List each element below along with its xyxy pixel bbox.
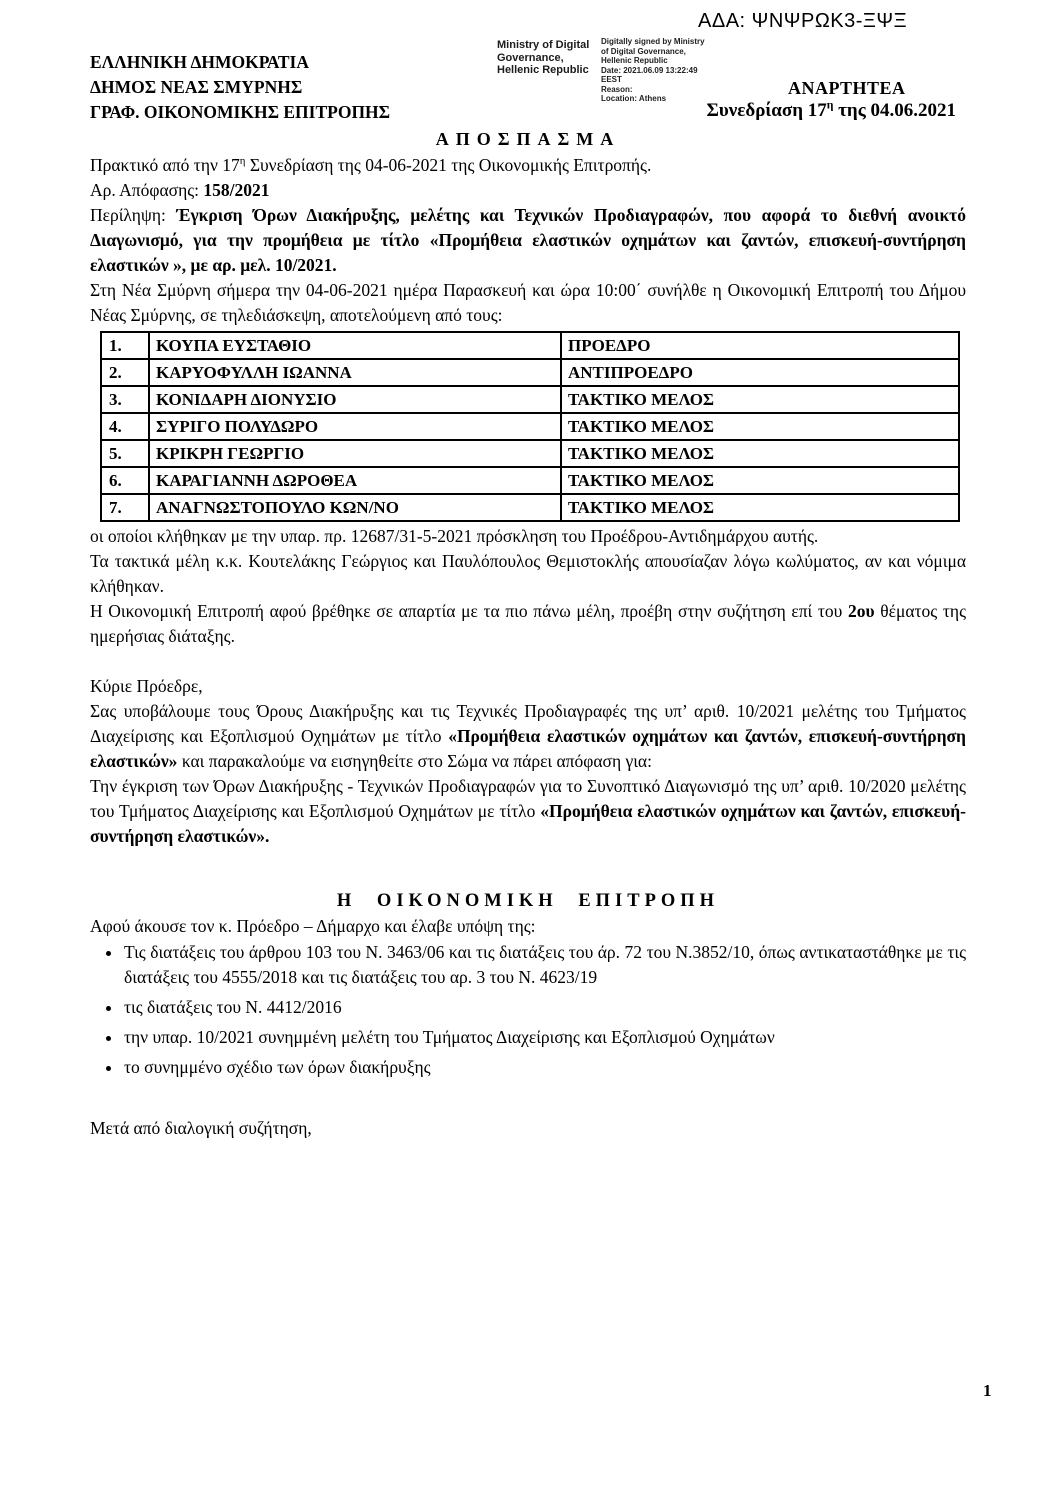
text-run: Κύριε Πρόεδρε, (90, 676, 203, 696)
member-cell-num: 1. (101, 332, 149, 359)
member-row (101, 413, 959, 440)
considerations-list (90, 940, 966, 1080)
salutation (90, 674, 966, 699)
after-table-quorum (90, 599, 966, 649)
consideration-item: • το συνημμένο σχέδιο των όρων διακήρυξης (123, 1055, 966, 1080)
text-run: «Προμήθεια ελαστικών οχημάτων και ζαντών, επισκευή-συντήρηση ελαστικών». (90, 801, 966, 846)
text-run: της 04.06.2021 (833, 100, 956, 121)
text-run: Πρακτικό από την 17 (90, 155, 240, 175)
text-run: 158/2021 (203, 180, 270, 200)
text-run: Σας υποβάλουμε τους Όρους Διακήρυξης και τις Τεχνικές Προδιαγραφές της υπ’ αριθ. 10/2021 μελέτης του Τμήματος Διαχείρισης και Εξοπλισμού Οχημάτων με τίτλο (90, 701, 966, 746)
org-line-office: ΓΡΑΦ. ΟΙΚΟΝΟΜΙΚΗΣ ΕΠΙΤΡΟΠΗΣ (90, 102, 391, 122)
text-run: Περίληψη: (90, 205, 177, 225)
member-cell-num: 7. (101, 494, 149, 521)
decision-number (90, 178, 966, 203)
text-run: Μετά από διαλογική συζήτηση, (90, 1118, 312, 1138)
text-run: Έγκριση Όρων Διακήρυξης, μελέτης και Τεχνικών Προδιαγραφών, που αφορά το διεθνή ανοικτό Διαγωνισμό, για την προμήθεια με τίτλο «Προμήθεια ελαστικών οχημάτων και ζαντών, επισκευή-συντήρηση ελαστικών », με αρ. μελ. 10/2021. (90, 205, 966, 275)
spacer (90, 849, 966, 889)
text-run: Τα τακτικά μέλη κ.κ. Κουτελάκης Γεώργιος και Παυλόπουλος Θεμιστοκλής απουσίαζαν λόγω κωλύματος, αν και νόμιμα κλήθηκαν. (90, 551, 966, 596)
member-cell-name: ΣΥΡΙΓΟ ΠΟΛΥΔΩΡΟ (149, 413, 561, 440)
member-row (101, 440, 959, 467)
member-cell-name: ΚΑΡΥΟΦΥΛΛΗ ΙΩΑΝΝΑ (149, 359, 561, 386)
approval-request-paragraph (90, 774, 966, 849)
text-run: Συνεδρίαση της 04-06-2021 της Οικονομικής Επιτροπής. (245, 155, 652, 175)
member-row (101, 494, 959, 521)
intro-paragraph (90, 153, 966, 178)
session-line (706, 100, 956, 122)
digital-signature-details: Digitally signed by Ministry of Digital Governance, Hellenic Republic Date: 2021.06.09 13:22:49 EEST Reason: Location: Athens (601, 37, 705, 103)
member-row (101, 386, 959, 413)
text-run: η (826, 98, 834, 112)
committee-heading: Η ΟΙΚΟΝΟΜΙΚΗ ΕΠΙΤΡΟΠΗ (336, 891, 720, 911)
text-run: «Προμήθεια ελαστικών οχημάτων και ζαντών, επισκευή-συντήρηση ελαστικών» (90, 726, 966, 771)
document-body (90, 127, 966, 1141)
member-cell-name: ΑΝΑΓΝΩΣΤΟΠΟΥΛΟ ΚΩΝ/ΝΟ (149, 494, 561, 521)
spacer (90, 1085, 966, 1116)
summary-paragraph (90, 203, 966, 278)
member-cell-role: ΠΡΟΕΔΡΟ (561, 332, 959, 359)
member-cell-name: ΚΑΡΑΓΙΑΝΝΗ ΔΩΡΟΘΕΑ (149, 467, 561, 494)
member-cell-num: 2. (101, 359, 149, 386)
text-run: Αρ. Απόφασης: (90, 180, 204, 200)
members-table (100, 331, 960, 522)
member-cell-role: ΤΑΚΤΙΚΟ ΜΕΛΟΣ (561, 494, 959, 521)
member-cell-role: ΤΑΚΤΙΚΟ ΜΕΛΟΣ (561, 467, 959, 494)
meeting-paragraph (90, 278, 966, 328)
text-run: 2ου (848, 601, 875, 621)
member-cell-name: ΚΟΥΠΑ ΕΥΣΤΑΘΙΟ (149, 332, 561, 359)
member-cell-role: ΑΝΤΙΠΡΟΕΔΡΟ (561, 359, 959, 386)
member-cell-role: ΤΑΚΤΙΚΟ ΜΕΛΟΣ (561, 440, 959, 467)
org-line-municipality: ΔΗΜΟΣ ΝΕΑΣ ΣΜΥΡΝΗΣ (90, 77, 303, 97)
text-run: οι οποίοι κλήθηκαν με την υπαρ. πρ. 12687/31-5-2021 πρόσκληση του Προέδρου-Αντιδημάρχου αυτής. (90, 526, 819, 546)
text-run: Συνεδρίαση 17 (706, 100, 827, 121)
closing-paragraph (90, 1116, 966, 1141)
org-line-republic: ΕΛΛΗΝΙΚΗ ΔΗΜΟΚΡΑΤΙΑ (90, 52, 309, 72)
text-run: και παρακαλούμε να εισηγηθείτε στο Σώμα να πάρει απόφαση για: (177, 751, 652, 771)
consideration-item: • την υπαρ. 10/2021 συνημμένη μελέτη του Τμήματος Διαχείρισης και Εξοπλισμού Οχημάτων (123, 1025, 966, 1050)
text-run: Αφού άκουσε τον κ. Πρόεδρο – Δήμαρχο και έλαβε υπόψη της: (90, 916, 536, 936)
text-run: Στη Νέα Σμύρνη σήμερα την 04-06-2021 ημέρα Παρασκευή και ώρα 10:00΄ συνήλθε η Οικονομική Επιτροπή του Δήμου Νέας Σμύρνης, σε τηλεδιάσκεψη, αποτελούμενη από τους: (90, 280, 966, 325)
text-run: θέματος της ημερήσιας διάταξης. (90, 601, 966, 646)
consideration-item: • τις διατάξεις του Ν. 4412/2016 (123, 995, 966, 1020)
org-header (90, 50, 390, 125)
member-row (101, 332, 959, 359)
member-cell-num: 3. (101, 386, 149, 413)
member-row (101, 359, 959, 386)
anartitea-label: ΑΝΑΡΤΗΤΕΑ (788, 78, 906, 98)
text-run: Η Οικονομική Επιτροπή αφού βρέθηκε σε απαρτία με τα πιο πάνω μέλη, προέβη στην συζήτηση επί του (90, 601, 848, 621)
consideration-item: • Τις διατάξεις του άρθρου 103 του Ν. 3463/06 και τις διατάξεις του άρ. 72 του Ν.3852/10, όπως αντικαταστάθηκε με τις διατάξεις του 4555/2018 και τις διατάξεις του αρ. 3 του Ν. 4623/19 (123, 940, 966, 990)
spacer (90, 649, 966, 674)
text-run: Την έγκριση των Όρων Διακήρυξης - Τεχνικών Προδιαγραφών για το Συνοπτικό Διαγωνισμό της υπ’ αριθ. 10/2020 μελέτης του Τμήματος Διαχείρισης και Εξοπλισμού Οχημάτων με τίτλο (90, 776, 966, 821)
member-cell-role: ΤΑΚΤΙΚΟ ΜΕΛΟΣ (561, 413, 959, 440)
page-number: 1 (983, 1381, 992, 1400)
after-table-absences (90, 549, 966, 599)
members-table-body (101, 332, 959, 521)
heard-paragraph (90, 914, 966, 939)
member-cell-role: ΤΑΚΤΙΚΟ ΜΕΛΟΣ (561, 386, 959, 413)
after-table-invitation (90, 524, 966, 549)
member-cell-name: ΚΡΙΚΡΗ ΓΕΩΡΓΙΟ (149, 440, 561, 467)
ada-code: ΑΔΑ: ΨΝΨΡΩΚ3-ΞΨΞ (698, 10, 908, 32)
member-cell-name: ΚΟΝΙΔΑΡΗ ΔΙΟΝΥΣΙΟ (149, 386, 561, 413)
member-row (101, 467, 959, 494)
member-cell-num: 5. (101, 440, 149, 467)
member-cell-num: 6. (101, 467, 149, 494)
digital-signature-signer: Ministry of Digital Governance, Hellenic Republic (497, 39, 590, 76)
submission-paragraph (90, 699, 966, 774)
member-cell-num: 4. (101, 413, 149, 440)
text-run: η (239, 155, 246, 168)
document-title: ΑΠΟΣΠΑΣΜΑ (435, 129, 621, 149)
